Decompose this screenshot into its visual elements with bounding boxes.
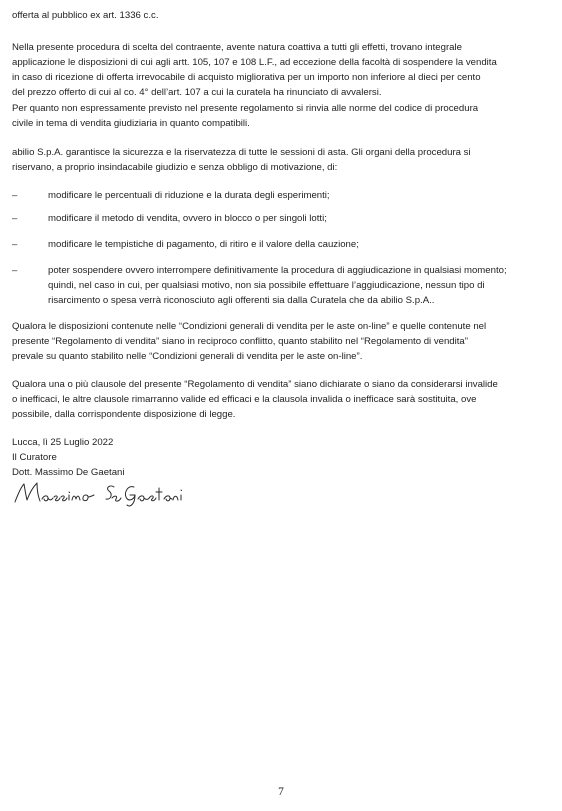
paragraph-continuation: offerta al pubblico ex art. 1336 c.c. [12,10,159,21]
paragraph-procedure: Nella presente procedura di scelta del contraente, avente natura coattiva a tutti gli effetti, trovano integrale applicazione le disposizioni di cui agli artt. 105, 107 e 108 L.F., ad eccezione della facoltà di sospendere la vendita in caso di ricezione di offerta irrevocabile di acquisto migliorativa per un importo non inferiore al dieci per cento del prezzo offerto di cui al co. 4° dell’art. 107 a cui la curatela ha rinunciato di avvalersi. [12,42,497,99]
list-item-text: poter sospendere ovvero interrompere definitivamente la procedura di aggiudicazione in qualsiasi momento; quindi, nel caso in cui, per qualsiasi motivo, non sia possibile effettuare l’aggiudicazione, nessun tipo di risarcimento o spesa verrà riconosciuto agli offerenti sia dalla Curatela che da abilio S.p.A.. [48,265,507,307]
paragraph-reference: Per quanto non espressamente previsto nel presente regolamento si rinvia alle norme del codice di procedura civile in tema di vendita giudiziaria in quanto compatibili. [12,103,479,130]
bullet-dash: – [12,190,18,201]
page-number: 7 [278,786,284,798]
signer-name: Dott. Massimo De Gaetani [12,467,125,478]
bullet-dash: – [12,213,18,224]
paragraph-conflict: Qualora le disposizioni contenute nelle “Condizioni generali di vendita per le aste on-line” e quelle contenute nel presente “Regolamento di vendita” siano in reciproco conflitto, quanto stabilito nel “Regolamento di vendita” prevale su quanto stabilito nelle “Condizioni generali di vendita per le aste on-line”. [12,321,487,363]
list-item-text: modificare le percentuali di riduzione e la durata degli esperimenti; [48,190,330,201]
paragraph-invalid-clauses: Qualora una o più clausole del presente “Regolamento di vendita” siano dichiarate o siano da considerarsi invalide o inefficaci, le altre clausole rimarranno valide ed efficaci e la clausola invalida o inefficace sarà sostituita, ove possibile, dalla corrispondente disposizione di legge. [12,379,498,421]
place-date: Lucca, lì 25 Luglio 2022 [12,437,114,448]
list-item-text: modificare il metodo di vendita, ovvero in blocco o per singoli lotti; [48,213,327,224]
bullet-dash: – [12,265,18,276]
bullet-dash: – [12,239,18,250]
list-item-text: modificare le tempistiche di pagamento, di ritiro e il valore della cauzione; [48,239,359,250]
signer-role: Il Curatore [12,452,57,463]
paragraph-abilio: abilio S.p.A. garantisce la sicurezza e la riservatezza di tutte le sessioni di asta. Gli organi della procedura si riservano, a proprio insindacabile giudizio e senza obbligo di motivazione, di: [12,147,471,174]
handwritten-signature [12,478,190,508]
